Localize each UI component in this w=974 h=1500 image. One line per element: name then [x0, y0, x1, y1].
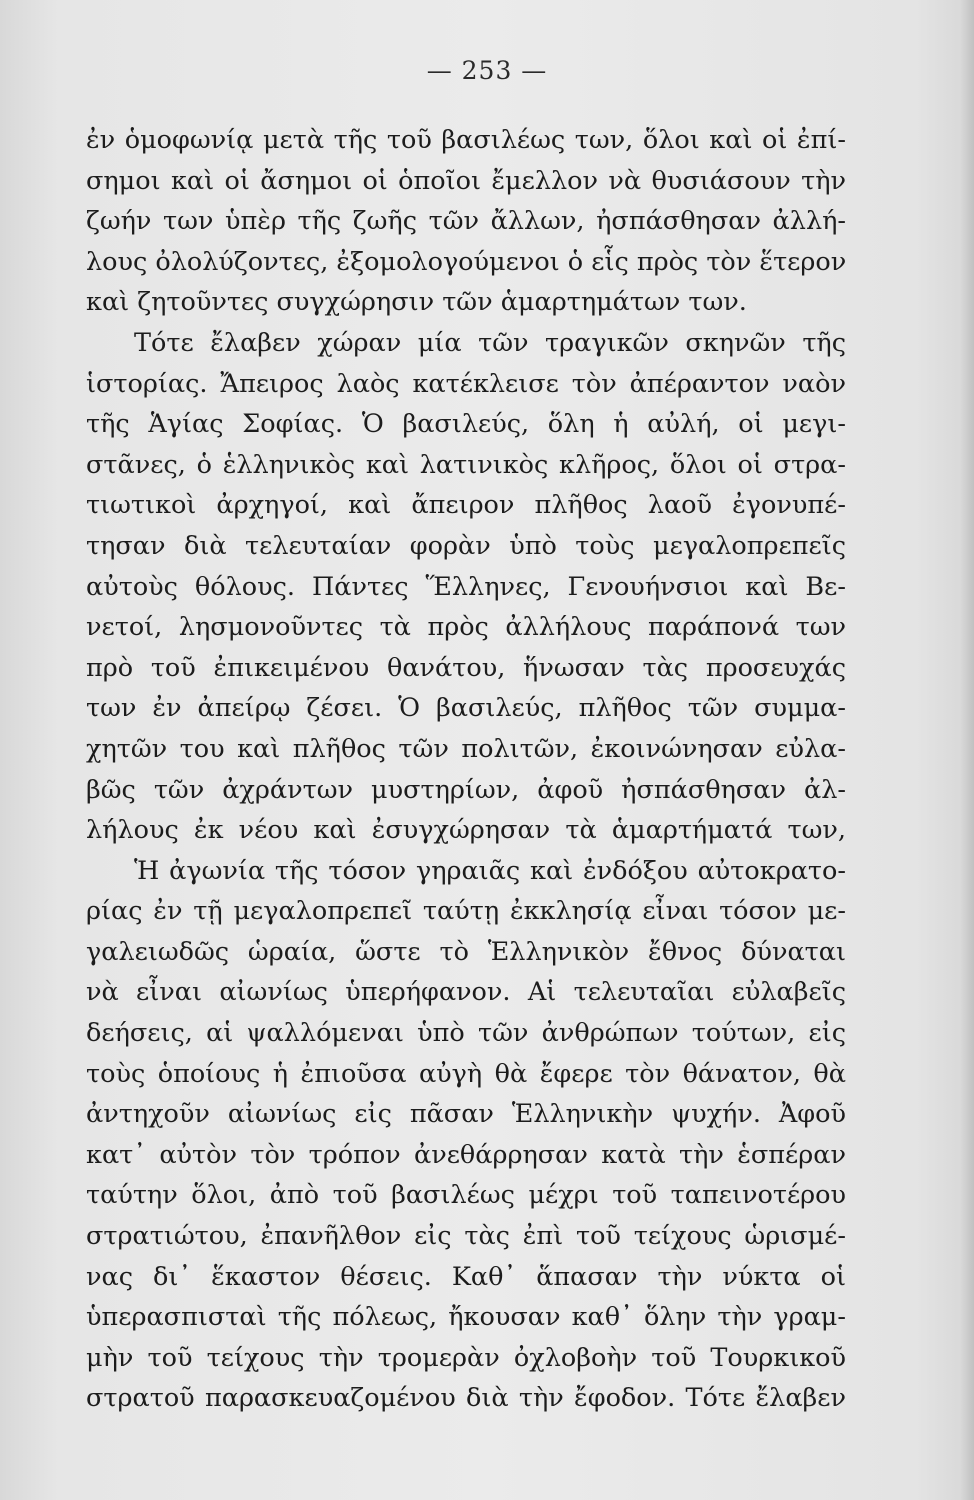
text-line: τησαν διὰ τελευταίαν φορὰν ὑπὸ τοὺς μεγαλοπρεπεῖς	[86, 530, 846, 561]
text-line: νὰ εἶναι αἰωνίως ὑπερήφανον. Αἱ τελευταῖαι εὐλαβεῖς	[86, 977, 846, 1008]
text-line: σημοι καὶ οἱ ἄσημοι οἱ ὁποῖοι ἔμελλον νὰ θυσιάσουν τὴν	[86, 165, 846, 196]
text-line: νετοί, λησμονοῦντες τὰ πρὸς ἀλλήλους παράπονά των	[86, 612, 846, 643]
text-line: ὑπερασπισταὶ τῆς πόλεως, ἤκουσαν καθ᾽ ὅλην τὴν γραμ-	[86, 1302, 846, 1333]
page-number: — 253 —	[426, 56, 548, 85]
text-line: πρὸ τοῦ ἐπικειμένου θανάτου, ἥνωσαν τὰς προσευχάς	[86, 652, 846, 683]
text-line: στᾶνες, ὁ ἑλληνικὸς καὶ λατινικὸς κλῆρος, ὅλοι οἱ στρα-	[86, 449, 846, 480]
text-line: καὶ ζητοῦντες συγχώρησιν τῶν ἁμαρτημάτων των.	[86, 287, 747, 318]
text-line: ἐν ὁμοφωνίᾳ μετὰ τῆς τοῦ βασιλέως των, ὅλοι καὶ οἱ ἐπί-	[86, 125, 846, 155]
text-line: των ἐν ἀπείρῳ ζέσει. Ὁ βασιλεύς, πλῆθος τῶν συμμα-	[86, 693, 846, 724]
text-line: μὴν τοῦ τείχους τὴν τρομερὰν ὀχλοβοὴν τοῦ Τουρκικοῦ	[86, 1342, 846, 1373]
text-line: ρίας ἐν τῇ μεγαλοπρεπεῖ ταύτῃ ἐκκλησίᾳ εἶναι τόσον με-	[86, 896, 846, 927]
text-line: χητῶν του καὶ πλῆθος τῶν πολιτῶν, ἐκοινώνησαν εὐλα-	[86, 733, 846, 764]
text-line: ἀντηχοῦν αἰωνίως εἰς πᾶσαν Ἑλληνικὴν ψυχήν. Ἀφοῦ	[86, 1099, 846, 1130]
text-line: ἱστορίας. Ἄπειρος λαὸς κατέκλεισε τὸν ἀπέραντον ναὸν	[86, 368, 846, 399]
text-line: ταύτην ὅλοι, ἀπὸ τοῦ βασιλέως μέχρι τοῦ ταπεινοτέρου	[86, 1180, 846, 1211]
text-line: δεήσεις, αἱ ψαλλόμεναι ὑπὸ τῶν ἀνθρώπων τούτων, εἰς	[86, 1018, 846, 1049]
body-text	[86, 120, 846, 1419]
text-line: ζωήν των ὑπὲρ τῆς ζωῆς τῶν ἄλλων, ἠσπάσθησαν ἀλλή-	[86, 206, 846, 237]
text-line: στρατοῦ παρασκευαζομένου διὰ τὴν ἔφοδον. Τότε ἔλαβεν	[86, 1383, 846, 1414]
text-line: κατ᾽ αὐτὸν τὸν τρόπον ἀνεθάρρησαν κατὰ τὴν ἑσπέραν	[86, 1139, 846, 1170]
text-line: λήλους ἐκ νέου καὶ ἐσυγχώρησαν τὰ ἁμαρτήματά των,	[86, 815, 846, 846]
text-line: γαλειωδῶς ὡραία, ὥστε τὸ Ἑλληνικὸν ἔθνος δύναται	[86, 936, 846, 967]
text-line: αὐτοὺς θόλους. Πάντες Ἕλληνες, Γενουήνσιοι καὶ Βε-	[86, 571, 846, 602]
text-line: τιωτικοὶ ἀρχηγοί, καὶ ἄπειρον πλῆθος λαοῦ ἐγονυπέ-	[86, 490, 846, 521]
text-line: Τότε ἔλαβεν χώραν μία τῶν τραγικῶν σκηνῶν τῆς	[134, 327, 846, 358]
text-line: λους ὀλολύζοντες, ἐξομολογούμενοι ὁ εἷς πρὸς τὸν ἕτερον	[86, 246, 846, 277]
text-line: βῶς τῶν ἀχράντων μυστηρίων, ἀφοῦ ἠσπάσθησαν ἀλ-	[86, 774, 846, 805]
text-line: τῆς Ἁγίας Σοφίας. Ὁ βασιλεύς, ὅλη ἡ αὐλή, οἱ μεγι-	[86, 409, 846, 440]
page-edge-shadow	[960, 0, 974, 1500]
text-line: Ἡ ἀγωνία τῆς τόσον γηραιᾶς καὶ ἐνδόξου αὐτοκρατο-	[134, 855, 846, 886]
text-line: τοὺς ὁποίους ἡ ἐπιοῦσα αὐγὴ θὰ ἔφερε τὸν θάνατον, θὰ	[86, 1058, 846, 1089]
text-line: νας δι᾽ ἕκαστον θέσεις. Καθ᾽ ἅπασαν τὴν νύκτα οἱ	[86, 1261, 846, 1292]
text-line: στρατιώτου, ἐπανῆλθον εἰς τὰς ἐπὶ τοῦ τείχους ὡρισμέ-	[86, 1221, 846, 1252]
